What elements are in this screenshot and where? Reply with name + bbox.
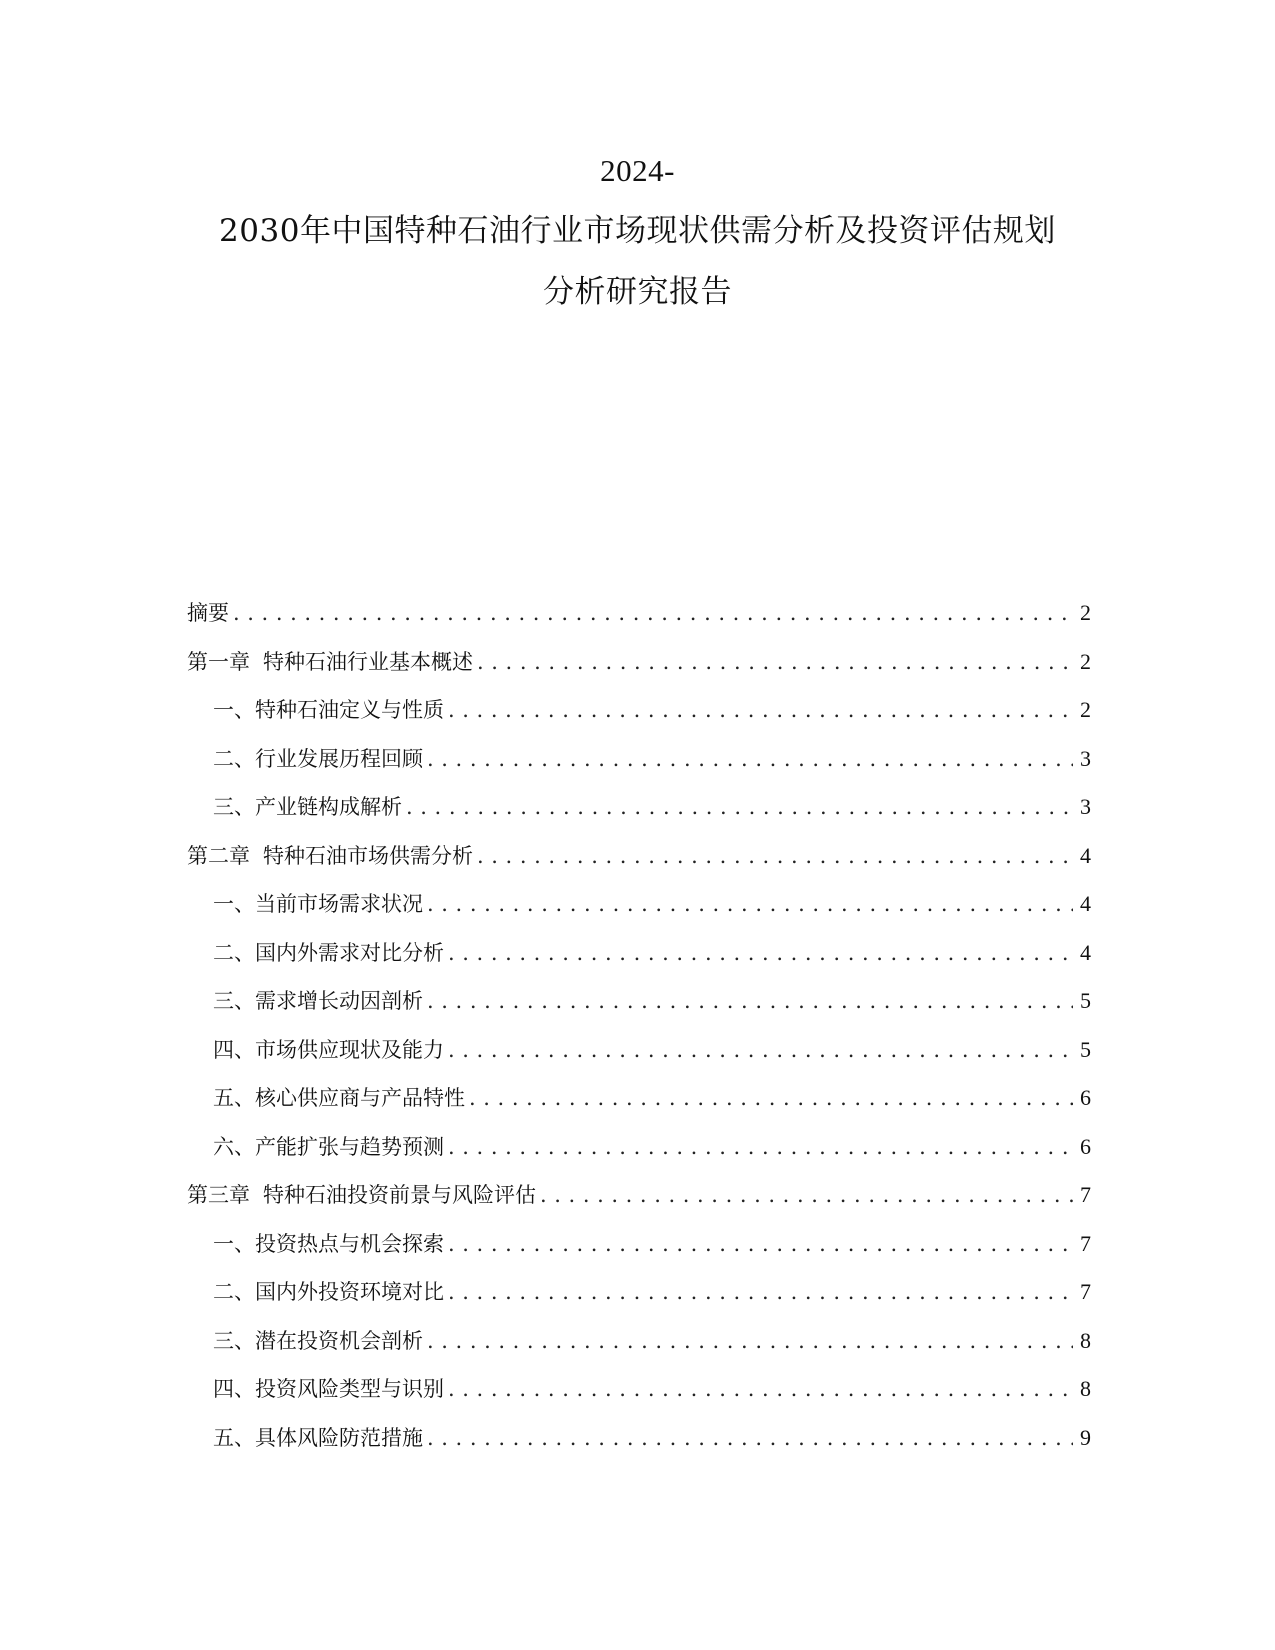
toc-entry-number: 第一章 — [187, 649, 250, 674]
toc-entry[interactable] — [187, 1083, 1091, 1132]
toc-entry-number: 二、 — [213, 940, 255, 965]
toc-entry-number: 二、 — [213, 1280, 255, 1304]
toc-entry-page-number: 6 — [1080, 1085, 1091, 1110]
toc-entry-page-number: 8 — [1080, 1376, 1091, 1401]
toc-entry-title: 核心供应商与产品特性 — [255, 1086, 465, 1110]
toc-entry[interactable] — [187, 695, 1091, 744]
toc-entry[interactable] — [187, 1035, 1091, 1084]
toc-entry[interactable] — [187, 938, 1091, 987]
toc-entry[interactable] — [187, 1229, 1091, 1278]
toc-dot-leader — [448, 1277, 1073, 1307]
toc-entry-page-number: 5 — [1080, 1036, 1091, 1062]
toc-entry[interactable] — [187, 1374, 1091, 1423]
toc-entry[interactable] — [187, 647, 1091, 696]
toc-entry-number: 一、 — [213, 698, 255, 722]
toc-entry[interactable] — [187, 792, 1091, 841]
toc-dot-leader — [427, 1423, 1073, 1453]
toc-entry-number: 一、 — [213, 892, 255, 916]
toc-entry-number: 四、 — [213, 1037, 255, 1062]
toc-entry-title: 投资热点与机会探索 — [255, 1231, 444, 1256]
toc-entry-page-number: 2 — [1080, 697, 1091, 722]
toc-entry-page-number: 7 — [1080, 1182, 1091, 1207]
title-line: 2024- — [600, 153, 675, 188]
toc-entry-title: 产能扩张与趋势预测 — [255, 1134, 444, 1159]
toc-dot-leader — [448, 695, 1073, 725]
title-line: 2030年中国特种石油行业市场现状供需分析及投资评估规划 — [219, 213, 1056, 249]
toc-entry-number: 四、 — [213, 1377, 255, 1401]
toc-dot-leader — [477, 647, 1073, 677]
toc-entry-page-number: 4 — [1080, 939, 1091, 965]
toc-entry-page-number: 3 — [1080, 745, 1091, 771]
toc-entry-number: 一、 — [213, 1231, 255, 1256]
toc-entry-title: 行业发展历程回顾 — [255, 746, 423, 771]
toc-entry[interactable] — [187, 598, 1091, 647]
toc-dot-leader — [448, 1035, 1073, 1065]
toc-entry-number: 五、 — [213, 1425, 255, 1450]
toc-entry-page-number: 9 — [1080, 1424, 1091, 1450]
toc-entry-page-number: 2 — [1080, 648, 1091, 674]
toc-entry-title: 产业链构成解析 — [255, 795, 402, 819]
toc-dot-leader — [448, 1229, 1073, 1259]
toc-entry-title: 特种石油市场供需分析 — [263, 843, 473, 868]
toc-entry-title: 国内外投资环境对比 — [255, 1280, 444, 1304]
toc-entry[interactable] — [187, 841, 1091, 890]
toc-dot-leader — [427, 1326, 1073, 1356]
toc-entry[interactable] — [187, 1326, 1091, 1375]
toc-entry-number: 第三章 — [187, 1183, 250, 1207]
toc-entry-title: 市场供应现状及能力 — [255, 1037, 444, 1062]
toc-entry-title: 摘要 — [187, 601, 229, 625]
toc-entry[interactable] — [187, 1180, 1091, 1229]
toc-entry[interactable] — [187, 744, 1091, 793]
title-line: 分析研究报告 — [543, 274, 732, 310]
toc-entry-title: 特种石油定义与性质 — [255, 698, 444, 722]
toc-entry-page-number: 4 — [1080, 842, 1091, 868]
toc-entry-number: 六、 — [213, 1134, 255, 1159]
toc-entry-title: 特种石油投资前景与风险评估 — [263, 1183, 536, 1207]
toc-entry-title: 当前市场需求状况 — [255, 892, 423, 916]
toc-entry-page-number: 5 — [1080, 988, 1091, 1013]
toc-entry[interactable] — [187, 1132, 1091, 1181]
toc-dot-leader — [540, 1180, 1073, 1210]
toc-entry-title: 需求增长动因剖析 — [255, 989, 423, 1013]
document-title — [0, 140, 1275, 323]
toc-entry[interactable] — [187, 889, 1091, 938]
toc-entry[interactable] — [187, 986, 1091, 1035]
toc-entry-page-number: 7 — [1080, 1279, 1091, 1304]
toc-dot-leader — [427, 744, 1073, 774]
toc-entry-page-number: 8 — [1080, 1327, 1091, 1353]
toc-dot-leader — [469, 1083, 1073, 1113]
toc-entry-number: 三、 — [213, 989, 255, 1013]
table-of-contents — [187, 598, 1091, 1471]
toc-entry-page-number: 4 — [1080, 891, 1091, 916]
toc-entry-title: 潜在投资机会剖析 — [255, 1328, 423, 1353]
toc-entry[interactable] — [187, 1277, 1091, 1326]
toc-entry-title: 投资风险类型与识别 — [255, 1377, 444, 1401]
toc-dot-leader — [448, 1374, 1073, 1404]
toc-entry-number: 二、 — [213, 746, 255, 771]
toc-entry[interactable] — [187, 1423, 1091, 1472]
toc-dot-leader — [448, 1132, 1073, 1162]
toc-dot-leader — [477, 841, 1073, 871]
toc-entry-number: 五、 — [213, 1086, 255, 1110]
toc-entry-page-number: 6 — [1080, 1133, 1091, 1159]
toc-dot-leader — [406, 792, 1073, 822]
toc-entry-number: 三、 — [213, 1328, 255, 1353]
toc-entry-page-number: 2 — [1080, 600, 1091, 625]
toc-dot-leader — [233, 598, 1073, 628]
toc-dot-leader — [427, 889, 1073, 919]
toc-entry-page-number: 3 — [1080, 794, 1091, 819]
toc-entry-number: 第二章 — [187, 843, 250, 868]
toc-entry-title: 特种石油行业基本概述 — [263, 649, 473, 674]
toc-entry-title: 国内外需求对比分析 — [255, 940, 444, 965]
toc-entry-title: 具体风险防范措施 — [255, 1425, 423, 1450]
toc-dot-leader — [427, 986, 1073, 1016]
toc-entry-page-number: 7 — [1080, 1230, 1091, 1256]
toc-entry-number: 三、 — [213, 795, 255, 819]
toc-dot-leader — [448, 938, 1073, 968]
